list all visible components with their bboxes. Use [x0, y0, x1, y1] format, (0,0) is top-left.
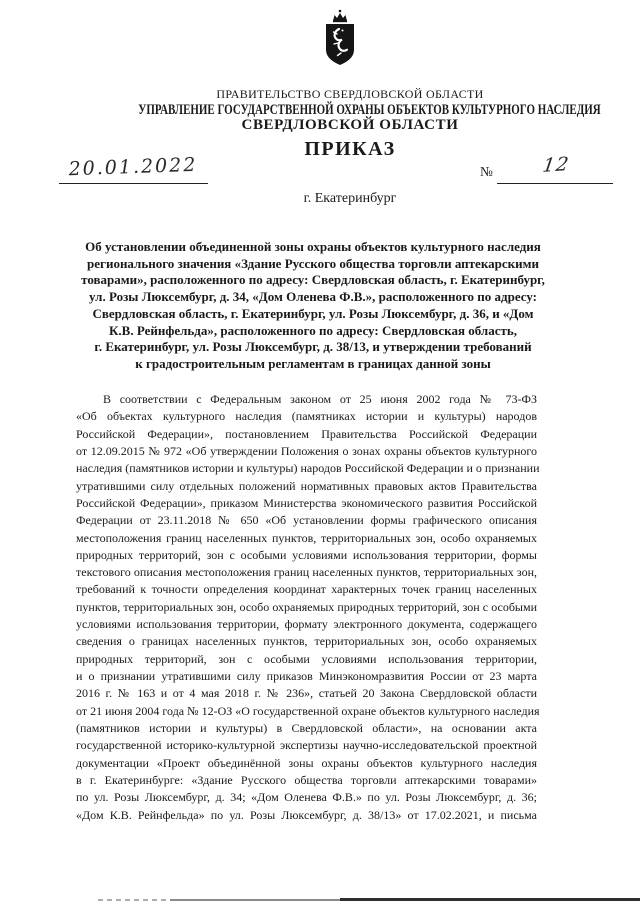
text-line: сведения о границах населенных пунктов, территориальных зон, особо охраняемых	[76, 634, 537, 649]
text-line: г. Екатеринбург, ул. Розы Люксембург, д. 38/13, и утверждении требований	[94, 339, 532, 355]
text-line: Российской Федерации», приказом Министерства экономического развития Российской	[76, 495, 537, 510]
text-line: регионального значения «Здание Русского общества торговли аптекарскими	[87, 255, 539, 271]
text-line: Федерации от 23.11.2018 № 650 «Об установлении формы графического описания	[76, 513, 537, 528]
text-line: (памятников истории и культуры) в Свердловской области», на основании акта	[76, 720, 537, 735]
text-line: 2016 г. № 163 и от 4 мая 2018 г. № 236», статьей 20 Закона Свердловской области	[76, 686, 537, 701]
city-name: г. Екатеринбург	[303, 191, 397, 206]
text-line: Российской Федерации», постановлением Правительства Российской Федерации	[76, 426, 537, 441]
handwritten-date: 20.01.2022	[68, 153, 198, 181]
text-line: природных территорий, зон с особыми условиями использования территории,	[76, 651, 537, 666]
order-title	[76, 239, 550, 373]
text-line: от 12.09.2015 № 972 «Об утверждении Положения о зонах охраны объектов культурного	[76, 443, 537, 458]
scan-artifact-segment	[98, 899, 170, 901]
text-line: Свердловская область, г. Екатеринбург, ул. Розы Люксембург, д. 36, и «Дом	[92, 305, 534, 321]
text-line: Об установлении объединенной зоны охраны объектов культурного наследия	[85, 239, 541, 254]
text-line: В соответствии с Федеральным законом от 25 июня 2002 года № 73-ФЗ	[103, 392, 537, 406]
text-line: «Об объектах культурного наследия (памятниках истории и культуры) народов	[76, 409, 537, 424]
text-line: утратившими силу отдельных положений нормативных правовых актов Правительства	[76, 478, 537, 493]
text-line: «Дом К.В. Рейнфельда» по ул. Розы Люксембург, д. 38/13» от 17.02.2021, и письма	[76, 807, 537, 822]
text-line: текстового описания местоположения границ населенных пунктов, территориальных зон,	[76, 565, 537, 580]
text-line: товарами», расположенного по адресу: Свердловская область, г. Екатеринбург,	[81, 272, 545, 288]
order-body-paragraph	[76, 391, 540, 824]
text-line: документации «Проект объединённой зоны охраны объектов культурного наследия	[76, 755, 537, 770]
text-line: требований к точности определения координат характерных точек границ населенных	[76, 582, 537, 597]
scan-artifact-segment	[340, 898, 640, 901]
number-underline	[497, 183, 613, 184]
text-line: к градостроительным регламентам в границах данной зоны	[135, 355, 491, 371]
text-line: в г. Екатеринбурге: «Здание Русского общества торговли аптекарскими товарами»	[76, 772, 537, 787]
text-line: ул. Розы Люксембург, д. 34, «Дом Оленева Ф.В.», расположенного по адресу:	[89, 289, 537, 305]
scan-artifact-segment	[170, 899, 340, 901]
text-line: условиями использования территории, формату электронного документа, содержащего	[76, 617, 537, 632]
text-line: К.В. Рейнфельда», расположенного по адресу: Свердловская область,	[108, 322, 518, 338]
text-line: по ул. Розы Люксембург, д. 34; «Дом Оленева Ф.В.» по ул. Розы Люксембург, д. 36;	[76, 790, 537, 805]
coat-of-arms-icon	[323, 8, 357, 74]
text-line: пунктов, территориальных зон, особо охраняемых природных территорий, зон с особыми	[76, 599, 537, 614]
government-title: ПРАВИТЕЛЬСТВО СВЕРДЛОВСКОЙ ОБЛАСТИ	[216, 87, 484, 101]
department-title-line2: СВЕРДЛОВСКОЙ ОБЛАСТИ	[241, 117, 459, 133]
text-line: государственной историко-культурной экспертизы научно-исследовательской проектной	[76, 738, 537, 753]
text-line: природных территорий, зон с особыми условиями использования территории, формы	[76, 547, 537, 562]
text-line: наследия (памятников истории и культуры) народов Российской Федерации и о признании	[76, 461, 540, 476]
department-title-line1: УПРАВЛЕНИЕ ГОСУДАРСТВЕННОЙ ОХРАНЫ ОБЪЕКТОВ КУЛЬТУРНОГО НАСЛЕДИЯ	[138, 102, 601, 118]
number-label: №	[480, 164, 493, 179]
date-underline	[59, 183, 208, 184]
text-line: и о признании утратившими силу приказов Минэкономразвития России от 23 марта	[76, 669, 537, 683]
text-line: местоположения границ населенных пунктов, территориальных зон, особо охраняемых	[76, 530, 537, 545]
handwritten-number: 12	[541, 153, 571, 177]
document-type-heading: ПРИКАЗ	[304, 138, 396, 160]
text-line: от 21 июня 2004 года № 12-ОЗ «О государственной охране объектов культурного наследия	[76, 703, 540, 718]
